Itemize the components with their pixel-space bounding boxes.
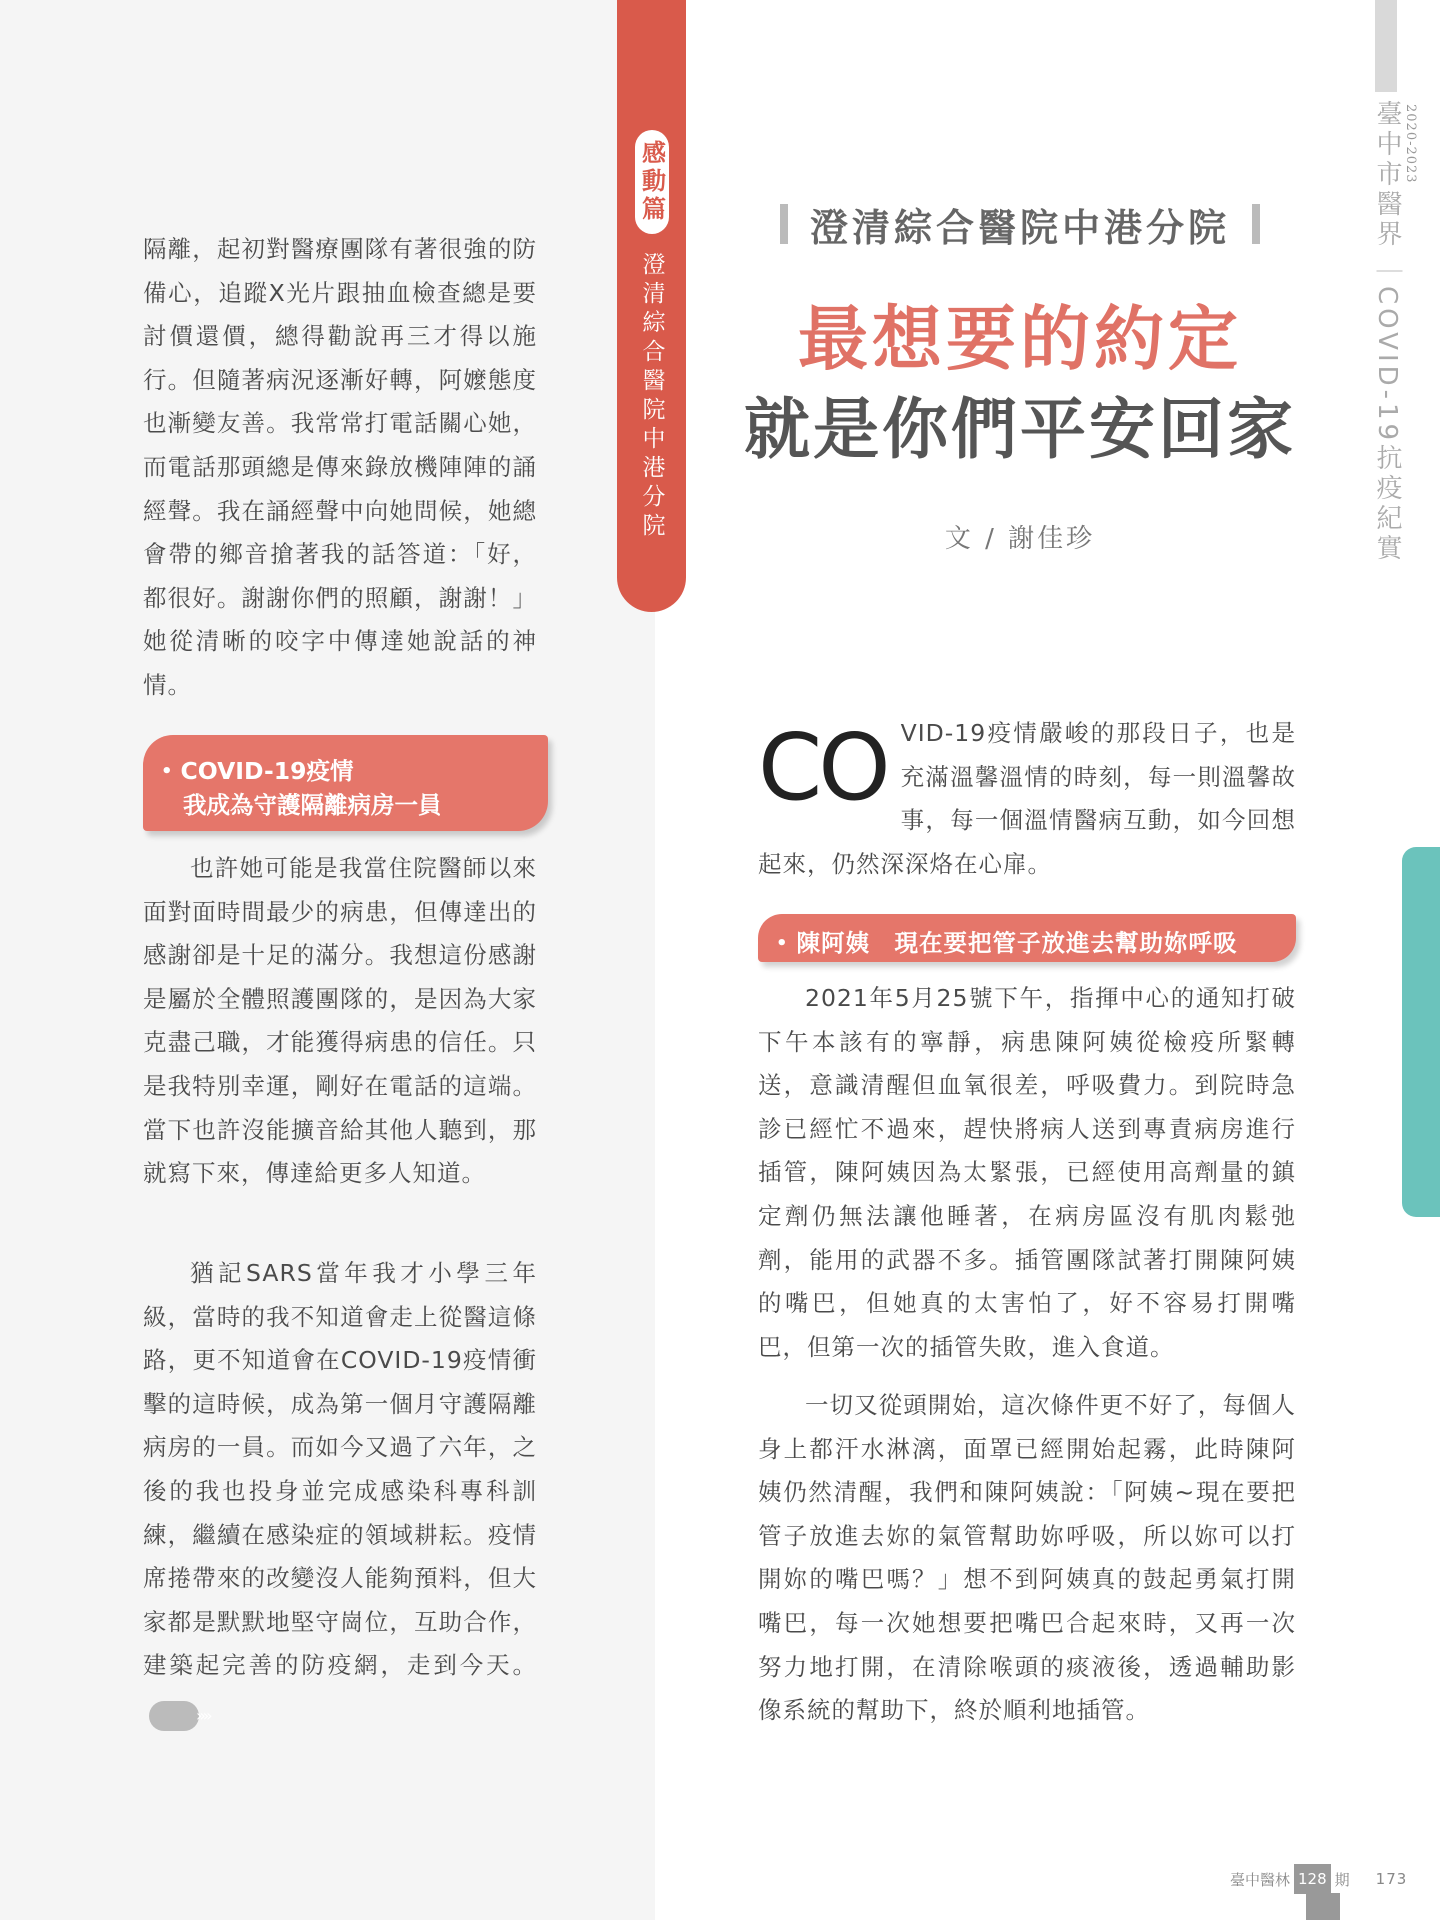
article-title-line2: 就是你們平安回家: [744, 391, 1296, 468]
footer-issue-suffix: 期: [1334, 1870, 1350, 1889]
right-paragraph-2: 2021年5月25號下午，指揮中心的通知打破下午本該有的寧靜，病患陳阿姨從檢疫所緊轉送，意識清醒但血氧很差，呼吸費力。到院時急診已經忙不過來，趕快將病人送到專責病房進行插管，陳阿姨因為太緊張，已經使用高劑量的鎮定劑仍無法讓他睡著，在病房區沒有肌肉鬆弛劑，能用的武器不多。插管團隊試著打開陳阿姨的嘴巴，但她真的太害怕了，好不容易打開嘴巴，但第一次的插管失敗，進入食道。: [758, 984, 1296, 1361]
running-header-series: COVID-19抗疫紀實: [1372, 286, 1402, 565]
bullet-dot-icon: •: [776, 933, 789, 954]
page-number: 173: [1375, 1870, 1408, 1888]
page-footer: [1230, 1863, 1407, 1895]
left-paragraph-1-block: [143, 228, 537, 708]
section-heading-line1-wrap: [161, 752, 353, 786]
hospital-vertical-label: 澄清綜合醫院中港分院: [638, 252, 665, 542]
category-tab: [617, 0, 686, 612]
left-paragraph-3-wrap: [143, 1252, 537, 1732]
section-heading-line2: 我成為守護隔離病房一員: [183, 791, 442, 819]
right-paragraph-3-block: [758, 1384, 1296, 1733]
category-label: 感動篇: [635, 130, 669, 234]
hospital-name: 澄清綜合醫院中港分院: [809, 204, 1230, 250]
footer-magazine: 臺中醫林: [1230, 1870, 1291, 1889]
section-heading-chen: [758, 914, 1296, 962]
drop-cap: CO: [758, 714, 887, 821]
section-heading-chen-wrap: [776, 924, 1238, 958]
section-heading-line1: COVID-19疫情: [180, 757, 354, 785]
footer-issue: 128: [1294, 1864, 1331, 1894]
bullet-dot-icon: •: [161, 761, 173, 782]
hospital-heading: [740, 197, 1300, 251]
running-header-year: 2020-2023: [1403, 104, 1418, 184]
intro-paragraph-block: [758, 712, 1296, 886]
running-header: [1372, 100, 1402, 564]
left-paragraph-1: 隔離，起初對醫療團隊有著很強的防備心，追蹤X光片跟抽血檢查總是要討價還價，總得勸說再三才得以施行。但隨著病況逐漸好轉，阿嬤態度也漸變友善。我常常打電話關心她，而電話那頭總是傳來錄放機陣陣的誦經聲。我在誦經聲中向她問候，她總會帶的鄉音搶著我的話答道：「好，都很好。謝謝你們的照顧，謝謝！」她從清晰的咬字中傳達她說話的神情。: [143, 235, 537, 699]
heading-left-bar: [780, 204, 788, 244]
left-paragraph-2: 也許她可能是我當住院醫師以來面對面時間最少的病患，但傳達出的感謝卻是十足的滿分。我想這份感謝是屬於全體照護團隊的，是因為大家克盡己職，才能獲得病患的信任。只是我特別幸運，剛好在電話的這端。當下也許沒能擴音給其他人聽到，那就寫下來，傳達給更多人知道。: [143, 854, 537, 1188]
continue-arrow-icon: »»: [149, 1701, 199, 1731]
left-paragraph-2-block: [143, 847, 537, 1196]
running-header-magazine: 臺中市醫界: [1372, 100, 1402, 250]
article-author: 文 / 謝佳珍: [944, 524, 1096, 554]
left-paragraph-3-block: [143, 1252, 537, 1732]
side-decor-bar: [1375, 0, 1397, 92]
intro-paragraph: VID-19疫情嚴峻的那段日子，也是充滿溫馨溫情的時刻，每一則溫馨故事，每一個溫情醫病互動，如今回想起來，仍然深深烙在心扉。: [758, 719, 1296, 878]
section-heading-chen-text: 陳阿姨 現在要把管子放進去幫助妳呼吸: [796, 929, 1238, 957]
right-paragraph-3: 一切又從頭開始，這次條件更不好了，每個人身上都汗水淋漓，面罩已經開始起霧，此時陳阿姨仍然清醒，我們和陳阿姨說：「阿姨~現在要把管子放進去妳的氣管幫助妳呼吸，所以妳可以打開妳的嘴巴嗎？」想不到阿姨真的鼓起勇氣打開嘴巴，每一次她想要把嘴巴合起來時，又再一次努力地打開，在清除喉頭的痰液後，透過輔助影像系統的幫助下，終於順利地插管。: [758, 1391, 1296, 1725]
footer-decor-bar: [1306, 1893, 1340, 1920]
running-header-divider: ｜: [1372, 258, 1402, 288]
section-thumb-tab: [1402, 847, 1440, 1217]
left-paragraph-3: 猶記SARS當年我才小學三年級，當時的我不知道會走上從醫這條路，更不知道會在COVID-19疫情衝擊的這時候，成為第一個月守護隔離病房的一員。而如今又過了六年，之後的我也投身並完成感染科專科訓練，繼續在感染症的領域耕耘。疫情席捲帶來的改變沒人能夠預料，但大家都是默默地堅守崗位，互助合作，建築起完善的防疫網，走到今天。: [143, 1259, 537, 1680]
heading-right-bar: [1252, 204, 1260, 244]
article-title-line1: 最想要的約定: [798, 297, 1242, 380]
section-heading-covid: [143, 735, 548, 831]
right-paragraph-2-block: [758, 977, 1296, 1369]
